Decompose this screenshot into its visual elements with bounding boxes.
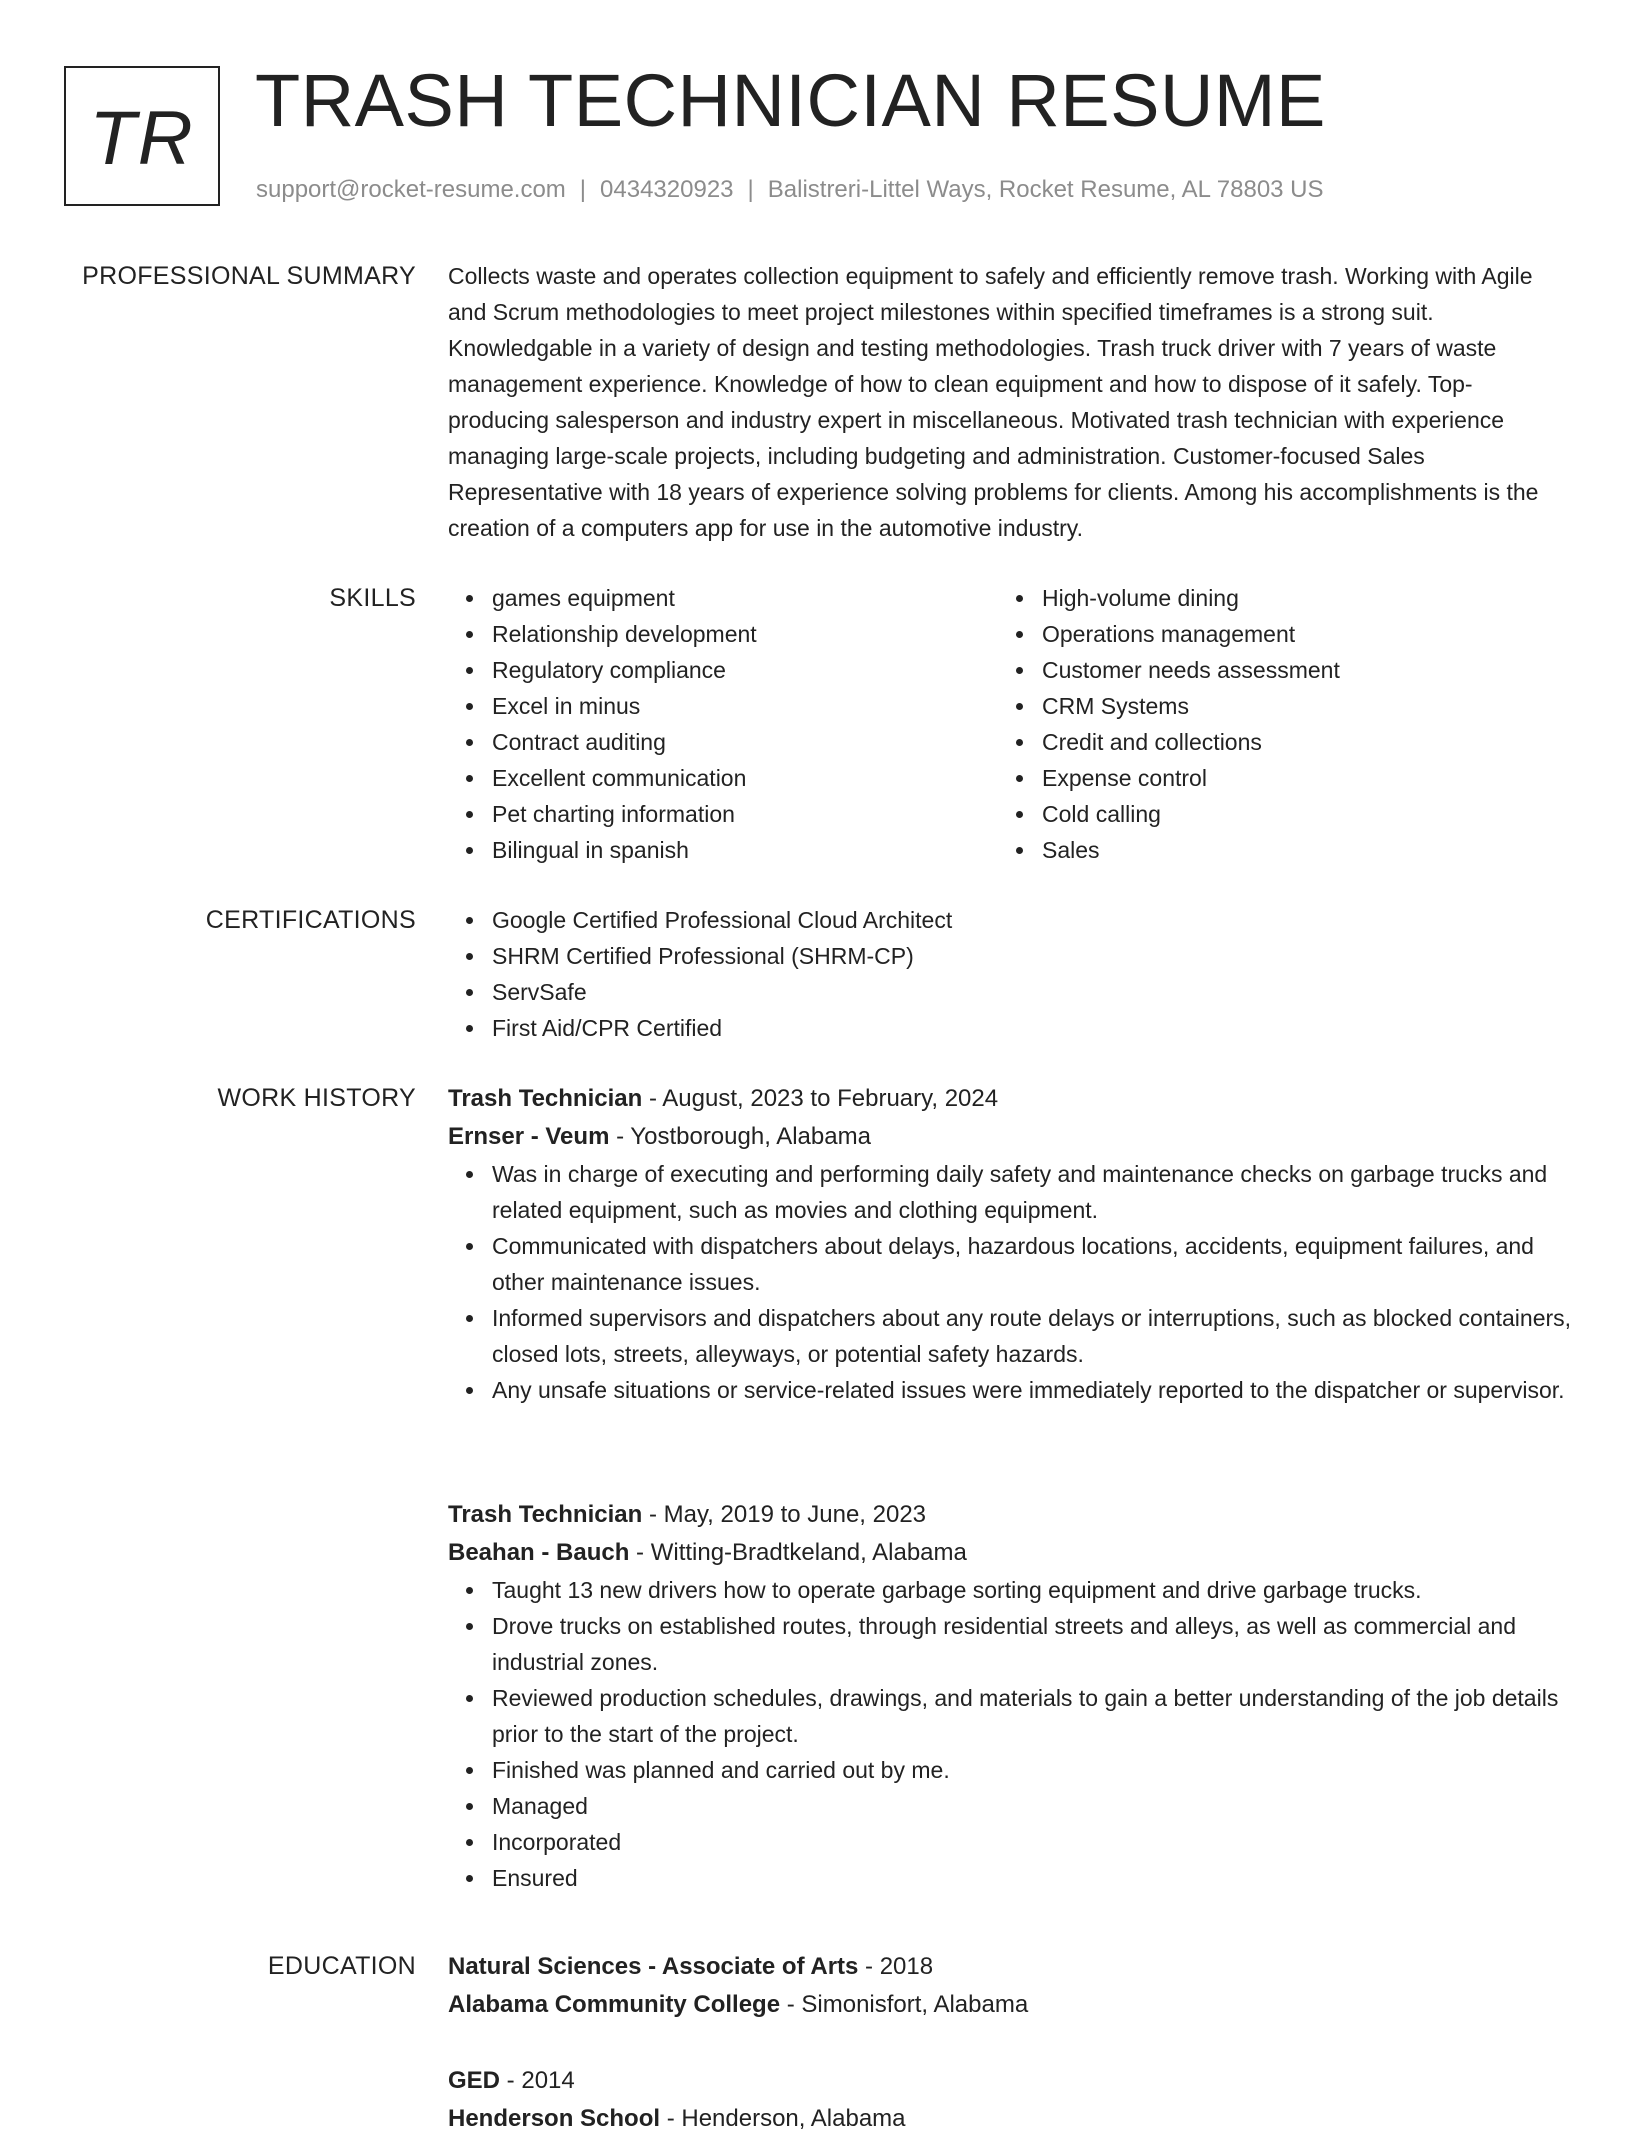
job-location: - Witting-Bradtkeland, Alabama: [629, 1539, 967, 1566]
job-company-line: [448, 1534, 1568, 1572]
skills-body: [448, 580, 1568, 868]
skill-item: Regulatory compliance: [492, 652, 998, 688]
skill-item: Relationship development: [492, 616, 998, 652]
education-school-line: [448, 1986, 1568, 2024]
education-location: - Simonisfort, Alabama: [780, 1991, 1029, 2018]
education-entry: [448, 1948, 1568, 2024]
skills-column-left: [448, 580, 998, 868]
skill-item: Contract auditing: [492, 724, 998, 760]
skill-item: Cold calling: [1042, 796, 1548, 832]
education-degree-line: [448, 1948, 1568, 1986]
job-duty-item: Communicated with dispatchers about delays, hazardous locations, accidents, equipment failures, and other maintenance issues.: [492, 1228, 1612, 1300]
education-school-line: [448, 2100, 1568, 2138]
skill-item: Credit and collections: [1042, 724, 1548, 760]
certification-item: First Aid/CPR Certified: [492, 1010, 1568, 1046]
section-label-skills: SKILLS: [329, 584, 416, 612]
skill-item: High-volume dining: [1042, 580, 1548, 616]
job-duties-list: [448, 1156, 1612, 1408]
skill-item: CRM Systems: [1042, 688, 1548, 724]
education-entry: [448, 2062, 1568, 2138]
certification-item: SHRM Certified Professional (SHRM-CP): [492, 938, 1568, 974]
job-duty-item: Reviewed production schedules, drawings, and materials to gain a better understanding of the job details prior to the start of the project.: [492, 1680, 1612, 1752]
monogram-box: [64, 66, 220, 206]
certifications-body: [448, 902, 1568, 1046]
contact-line: [256, 174, 1324, 206]
skill-item: Excellent communication: [492, 760, 998, 796]
education-school: Alabama Community College: [448, 1991, 781, 2018]
work-history-body: [448, 1080, 1572, 1408]
job-location: - Yostborough, Alabama: [609, 1123, 871, 1150]
resume-title: TRASH TECHNICIAN RESUME: [255, 59, 1326, 142]
job-duty-item: Managed: [492, 1788, 1612, 1824]
skill-item: Operations management: [1042, 616, 1548, 652]
skill-item: games equipment: [492, 580, 998, 616]
job-duty-item: Incorporated: [492, 1824, 1612, 1860]
certification-item: Google Certified Professional Cloud Architect: [492, 902, 1568, 938]
contact-address: Balistreri-Littel Ways, Rocket Resume, AL 78803 US: [767, 176, 1324, 203]
skill-item: Expense control: [1042, 760, 1548, 796]
education-school: Henderson School: [448, 2105, 661, 2132]
job-duty-item: Finished was planned and carried out by me.: [492, 1752, 1612, 1788]
education-year: - 2018: [858, 1953, 934, 1980]
certifications-list: [448, 902, 1568, 1046]
job-title-line: [448, 1496, 1568, 1534]
summary-text: Collects waste and operates collection equipment to safely and efficiently remove trash. Working with Agile and Scrum methodologies to meet project milestones within specified timeframes is a strong suit. Knowledgable in a variety of design and testing methodologies. Trash truck driver with 7 years of waste management experience. Knowledge of how to clean equipment and how to dispose of it safely. Top-producing salesperson and industry expert in miscellaneous. Motivated trash technician with experience managing large-scale projects, including budgeting and administration. Customer-focused Sales Representative with 18 years of experience solving problems for clients. Among his accomplishments is the creation of a computers app for use in the automotive industry.: [448, 263, 1539, 541]
job-duty-item: Any unsafe situations or service-related issues were immediately reported to the dispatcher or supervisor.: [492, 1372, 1612, 1408]
job-dates: - May, 2019 to June, 2023: [642, 1501, 927, 1528]
job-duty-item: Ensured: [492, 1860, 1612, 1896]
education-body: [448, 1948, 1568, 2138]
skill-item: Customer needs assessment: [1042, 652, 1548, 688]
education-location: - Henderson, Alabama: [660, 2105, 906, 2132]
work-history-body-2: [448, 1496, 1568, 1896]
job-entry: [448, 1080, 1572, 1408]
section-label-summary: PROFESSIONAL SUMMARY: [82, 262, 416, 290]
summary-body: [448, 258, 1568, 546]
education-degree: GED: [448, 2067, 501, 2094]
job-duties-list: [448, 1572, 1612, 1896]
monogram-initials: TR: [89, 95, 195, 181]
section-label-work-history: WORK HISTORY: [217, 1084, 416, 1112]
job-title: Trash Technician: [448, 1085, 643, 1112]
job-duty-item: Taught 13 new drivers how to operate garbage sorting equipment and drive garbage trucks.: [492, 1572, 1612, 1608]
section-label-certifications: CERTIFICATIONS: [205, 906, 416, 934]
education-degree-line: [448, 2062, 1568, 2100]
skills-column-right: [998, 580, 1548, 868]
contact-separator: |: [747, 176, 754, 203]
job-duty-item: Informed supervisors and dispatchers about any route delays or interruptions, such as blocked containers, closed lots, streets, alleyways, or potential safety hazards.: [492, 1300, 1612, 1372]
job-title-line: [448, 1080, 1568, 1118]
job-company: Beahan - Bauch: [448, 1539, 630, 1566]
contact-separator: |: [579, 176, 587, 203]
skill-item: Bilingual in spanish: [492, 832, 998, 868]
section-label-education: EDUCATION: [267, 1952, 416, 1980]
skill-item: Excel in minus: [492, 688, 998, 724]
job-company-line: [448, 1118, 1568, 1156]
education-year: - 2014: [500, 2067, 575, 2094]
job-title: Trash Technician: [448, 1501, 643, 1528]
job-entry: [448, 1496, 1568, 1896]
skill-item: Sales: [1042, 832, 1548, 868]
contact-phone[interactable]: 0434320923: [600, 176, 734, 203]
certification-item: ServSafe: [492, 974, 1568, 1010]
job-duty-item: Was in charge of executing and performing daily safety and maintenance checks on garbage trucks and related equipment, such as movies and clothing equipment.: [492, 1156, 1612, 1228]
skill-item: Pet charting information: [492, 796, 998, 832]
education-degree: Natural Sciences - Associate of Arts: [448, 1953, 859, 1980]
job-company: Ernser - Veum: [448, 1123, 610, 1150]
job-duty-item: Drove trucks on established routes, through residential streets and alleys, as well as commercial and industrial zones.: [492, 1608, 1612, 1680]
contact-email[interactable]: support@rocket-resume.com: [256, 176, 566, 203]
job-dates: - August, 2023 to February, 2024: [642, 1085, 999, 1112]
